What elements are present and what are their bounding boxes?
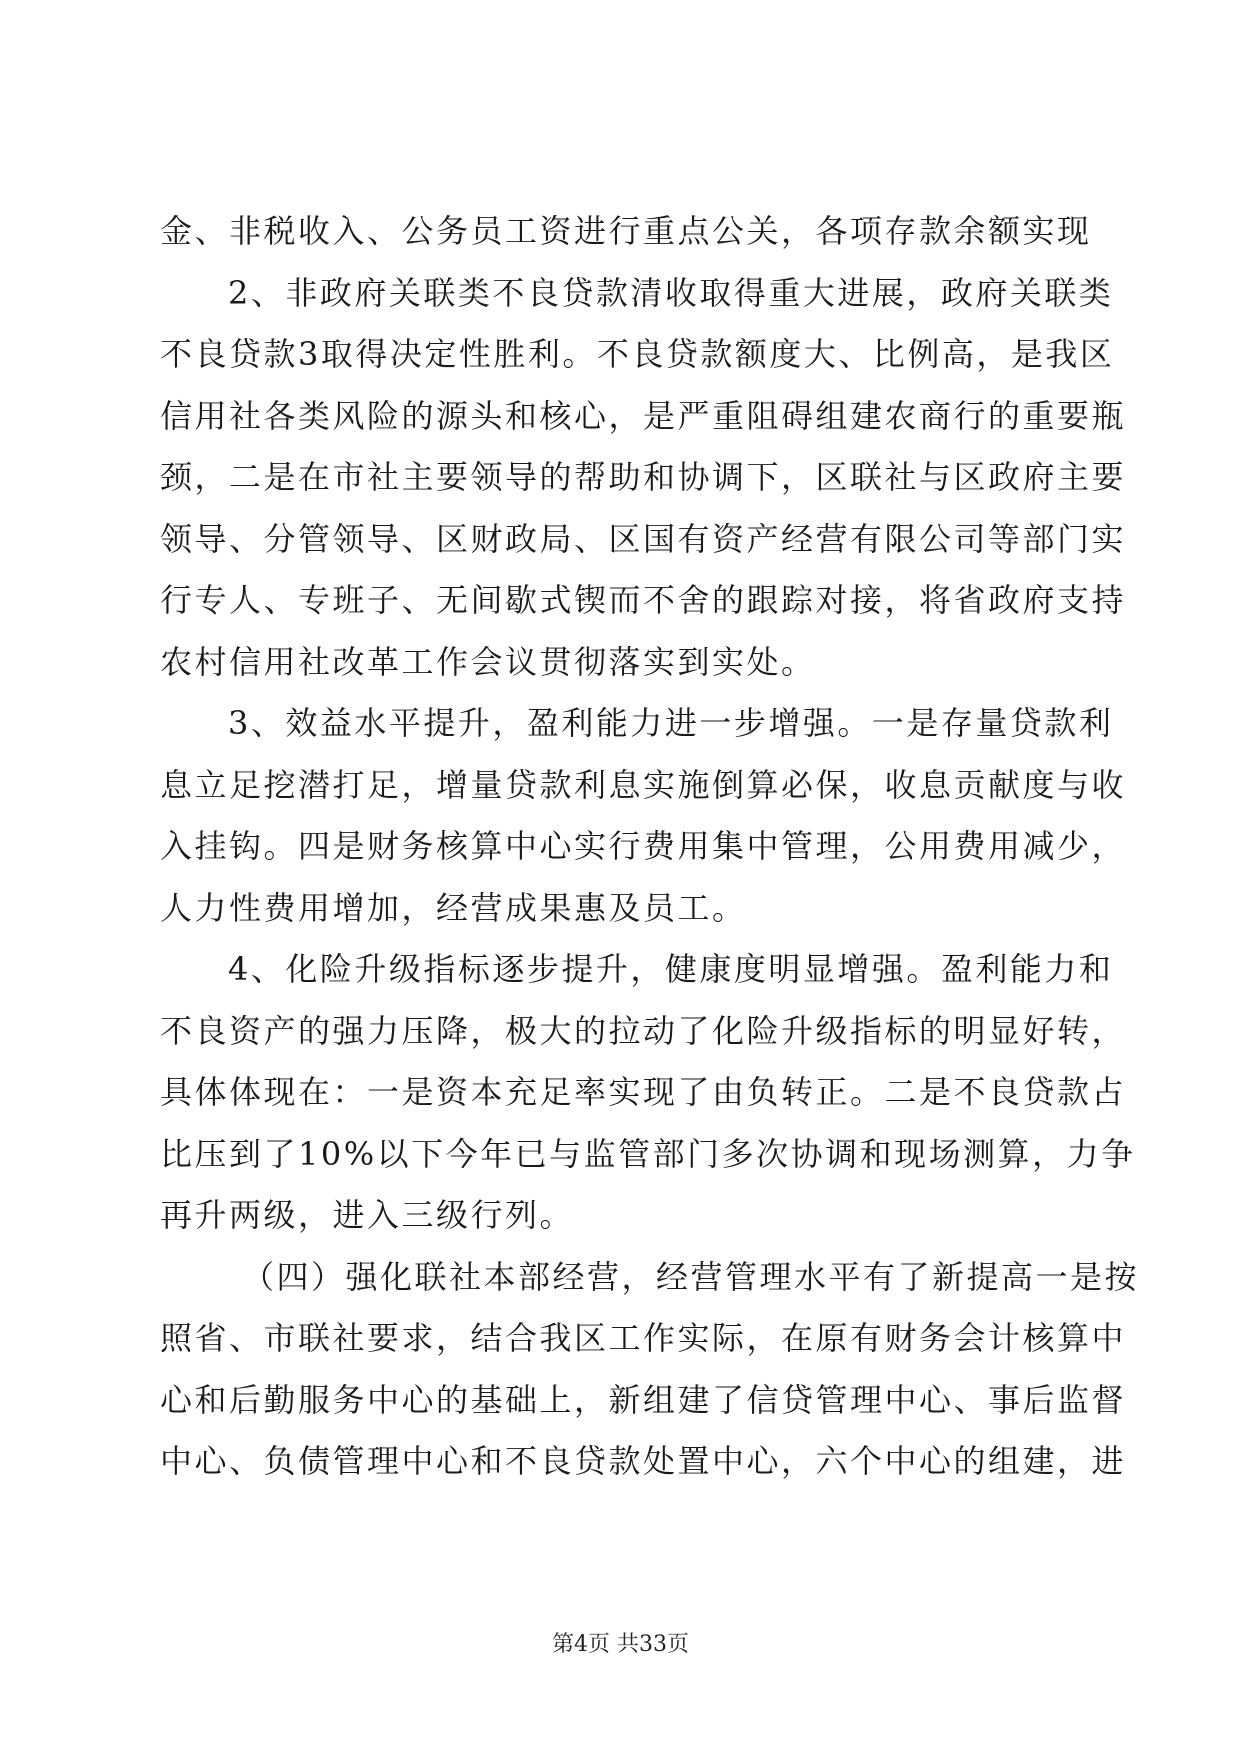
body-line: 心和后勤服务中心的基础上，新组建了信贷管理中心、事后监督 — [160, 1380, 1127, 1419]
body-line: 不良资产的强力压降，极大的拉动了化险升级指标的明显好转， — [160, 1011, 1127, 1050]
page-footer — [0, 1632, 1241, 1658]
body-line: 信用社各类风险的源头和核心，是严重阻碍组建农商行的重要瓶 — [160, 396, 1127, 435]
paragraph-start-line: 2、非政府关联类不良贷款清收取得重大进展，政府关联类 — [228, 273, 1114, 312]
body-line: 农村信用社改革工作会议贯彻落实到实处。 — [160, 642, 816, 681]
body-line: 领导、分管领导、区财政局、区国有资产经营有限公司等部门实 — [160, 519, 1127, 558]
body-line: 息立足挖潜打足，增量贷款利息实施倒算必保，收息贡献度与收 — [160, 765, 1127, 804]
paragraph-start-line: 3、效益水平提升，盈利能力进一步增强。一是存量贷款利 — [228, 704, 1114, 742]
body-line: 不良贷款3取得决定性胜利。不良贷款额度大、比例高，是我区 — [160, 335, 1115, 373]
body-line: 照省、市联社要求，结合我区工作实际，在原有财务会计核算中 — [160, 1319, 1127, 1357]
paragraph-start-line: （四）强化联社本部经营，经营管理水平有了新提高一是按 — [242, 1257, 1140, 1296]
document-body — [160, 201, 1140, 1493]
body-line: 金、非税收入、公务员工资进行重点公关，各项存款余额实现 — [160, 212, 1092, 250]
body-line: 人力性费用增加，经营成果惠及员工。 — [160, 888, 747, 927]
body-line: 中心、负债管理中心和不良贷款处置中心，六个中心的组建，进 — [160, 1442, 1127, 1480]
body-line: 入挂钩。四是财务核算中心实行费用集中管理，公用费用减少， — [160, 827, 1127, 865]
body-line: 行专人、专班子、无间歇式锲而不舍的跟踪对接，将省政府支持 — [160, 581, 1127, 619]
page-number-indicator: 第4页 共33页 — [552, 1632, 689, 1657]
body-line: 比压到了10%以下今年已与监管部门多次协调和现场测算，力争 — [160, 1134, 1136, 1173]
body-line: 颈，二是在市社主要领导的帮助和协调下，区联社与区政府主要 — [160, 458, 1127, 496]
body-line: 再升两级，进入三级行列。 — [160, 1196, 575, 1234]
paragraph-start-line: 4、化险升级指标逐步提升，健康度明显增强。盈利能力和 — [228, 950, 1114, 988]
body-line: 具体体现在：一是资本充足率实现了由负转正。二是不良贷款占 — [160, 1073, 1127, 1111]
